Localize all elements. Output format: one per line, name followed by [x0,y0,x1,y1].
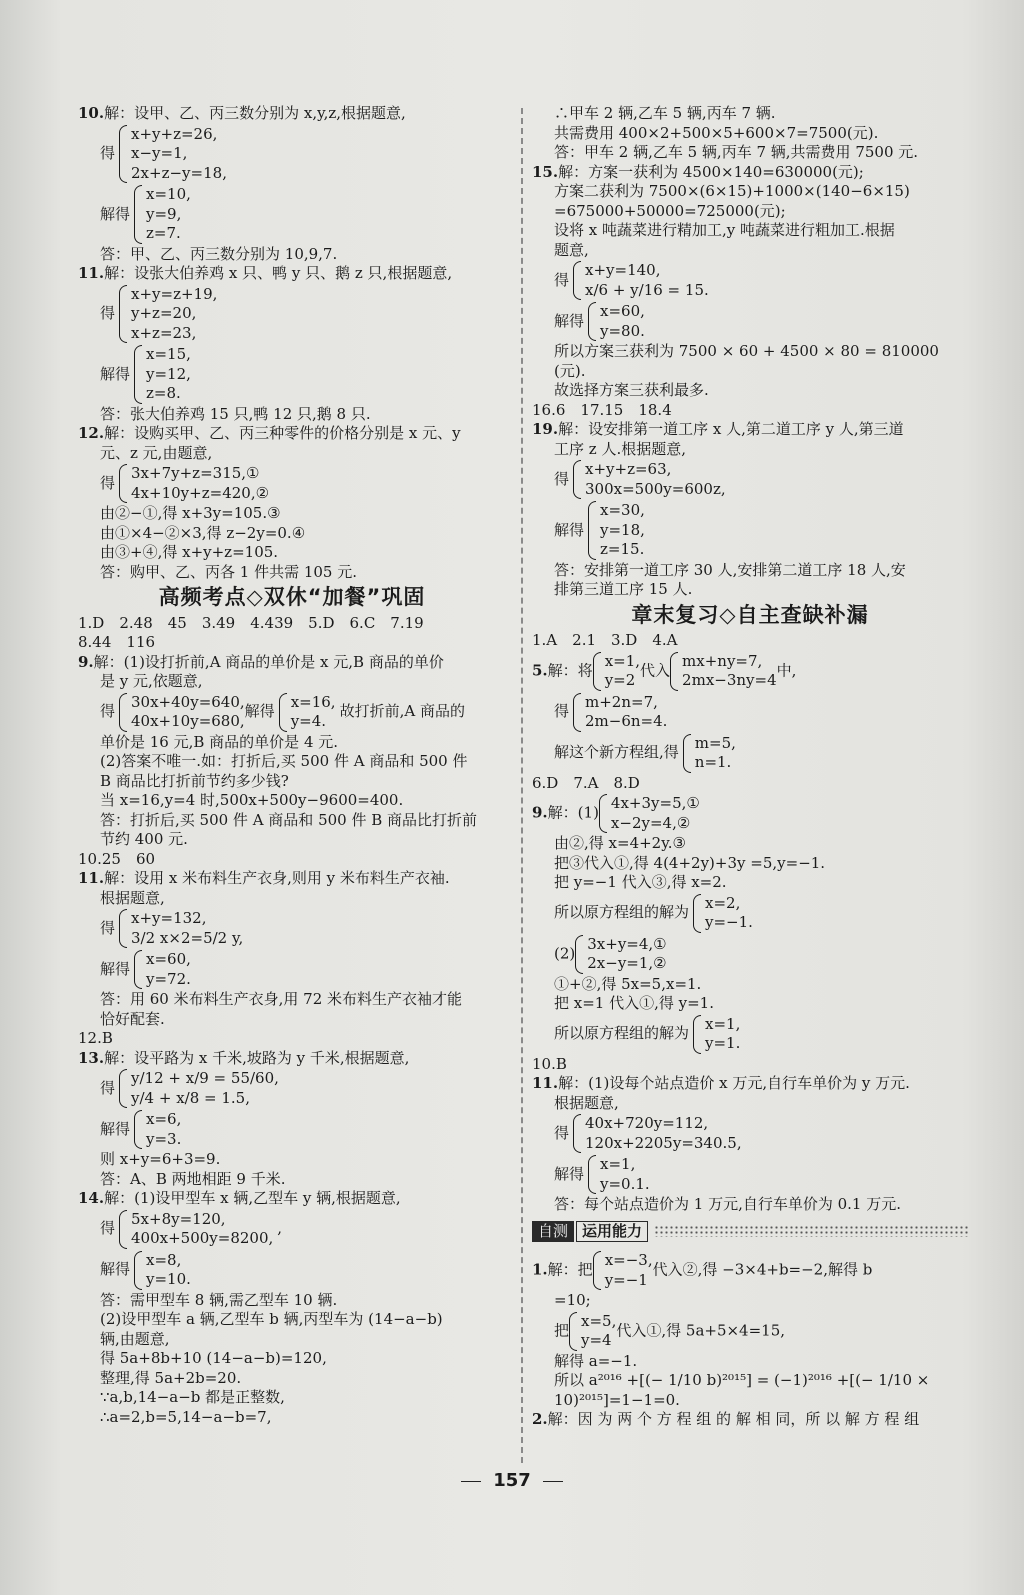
solution-system: 解得 x=6, y=3. [100,1110,182,1148]
brace [573,693,581,732]
brace [119,693,127,732]
brace [119,1210,127,1249]
brace [599,794,607,833]
answer-row: 8.44 116 [78,633,156,651]
answer-10: 10.解：设甲、乙、丙三数分别为 x,y,z,根据题意, [78,104,406,122]
brace [134,1110,142,1149]
brace [119,285,127,344]
equation-system: 4x+3y=5,① x−2y=4,② [599,794,700,833]
page-number: 157 [0,1470,1024,1491]
solution-system: 解得 x=16, y=4. 故打折前,A 商品的 [244,692,465,730]
self-test-badge: 自测 [532,1221,574,1243]
brace [588,302,596,341]
answer-row: 6.D 7.A 8.D [532,773,640,792]
equation-system: 得 x+y=z+19, y+z=20, x+z=23, [100,284,218,342]
answer-line: 答：购甲、乙、丙各 1 件共需 105 元. [100,562,358,581]
brace [134,950,142,989]
brace [119,464,127,503]
section-title: 高频考点◇双休“加餐”巩固 [158,585,426,609]
equation-system: 得 x+y+z=26, x−y=1, 2x+z−y=18, [100,124,227,182]
self-test-2: 2.解：因 为 两 个 方 程 组 的 解 相 同，所 以 解 方 程 组 [532,1410,920,1428]
answer-19: 19.解：设安排第一道工序 x 人,第二道工序 y 人,第三道 [532,420,904,438]
brace [670,652,678,691]
solution-system: 解得 x=30, y=18, z=15. [554,501,645,558]
brace [569,1312,577,1351]
equation-system: mx+ny=7, 2mx−3ny=4 [670,652,777,691]
equation-system: 得 x+y=140, x/6 + y/16 = 15. [554,261,709,299]
answer-14: 14.解：(1)设甲型车 x 辆,乙型车 y 辆,根据题意, [78,1189,401,1207]
equation-system: 得 x+y=132, 3/2 x×2=5/2 y, [100,909,244,947]
brace [134,185,142,244]
right-column: ∴甲车 2 辆,乙车 5 辆,丙车 7 辆. 共需费用 400×2+500×5+600×7=7500(元). 答：甲车 2 辆,乙车 5 辆,丙车 7 辆,共需费用 7500 元. 15.解：方案一获利为 4500×140=630000(元); 方案二获利为 7500×(6×15)+1000×(140−6×15) =675000+50000=725000(元); 设将 x 吨蔬菜进行精加工,y 吨蔬菜进行粗加工.根据 题意, 得 x+y=140, x/6 + y/16 = 15. 解得 x=60, y=80. 所以方案三获利为 7500 × 60 + 4500 × 80 = 810000 (元). 故选择方案三获利最多. 16.6 17.15 18.4 19.解：设安排第一道工序 x 人,第二道工序 y 人,第三道 工序 z 人.根据题意, 得 x+y+z=63, 300x=500y=600z, 解得 x=30, y=18, z=15. 答：安排第一道工序 30 人,安排第二道工序 18 人,安 排第三道工序 15 人. 章末复习◇自主查缺补漏 1.A 2.1 3.D 4.A 5.解：将 x=1, y=2 代入 mx+ny=7, 2mx−3ny=4 中, 得 m+2n=7, 2m−6n=4. 解这个新方程组,得 m=5, n=1. 6.D 7.A 8.D 9.解：(1) 4x+3y=5,① x−2y=4,② 由②,得 x=4+2y.③ 把③代入①,得 4(4+2y)+3y =5,y=−1. 把 y=−1 代入③,得 x=2. 所以原方程组的解为 x=2, y=−1. (2) 3x+y=4,① 2x−y=1,② ①+②,得 5x=5,x=1. 把 x=1 代入①,得 y=1. 所以原方程组的解为 x=1, y=1. 10.B 11.解：(1)设每个站点造价 x 万元,自行车单价为 y 万元. 根据题意, 得 40x+720y=112, 120x+2205y=340.5, 解得 x=1, y=0.1. 答：每个站点造价为 1 万元,自行车单价为 0.1 万元. 自测 运用能力 1.解：把 x=−3, y=−1 代入②,得 −3×4+b=−2,解得 b =10; 把 x=5, y=4 代入①,得 5a+5×4=15, 解得 a=−1. 所以 a²⁰¹⁶ +[(− 1/10 b)²⁰¹⁵] = (−1)²⁰¹⁶ +[(− 1/10 × 10)²⁰¹⁵]=1−1=0. 2.解：因 为 两 个 方 程 组 的 解 相 同，所 以 解 方 程 组 [532,104,968,1430]
answer-line: 答：甲、乙、丙三数分别为 10,9,7. [100,244,338,263]
brace [119,909,127,948]
left-column: 10.解：设甲、乙、丙三数分别为 x,y,z,根据题意, 得 x+y+z=26, x−y=1, 2x+z−y=18, 解得 x=10, y=9, z=7. 答：甲、乙、丙三数分别为 10,9,7. 11.解：设张大伯养鸡 x 只、鸭 y 只、鹅 z 只,根据题意, 得 x+y=z+19, y+z=20, x+z=23, 解得 x=15, y=12, z=8. 答：张大伯养鸡 15 只,鸭 12 只,鹅 8 只. 12.解：设购买甲、乙、丙三种零件的价格分别是 x 元、y 元、z 元,由题意, 得 3x+7y+z=315,① 4x+10y+z=420,② 由②−①,得 x+3y=105.③ 由①×4−②×3,得 z−2y=0.④ 由③+④,得 x+y+z=105. 答：购甲、乙、丙各 1 件共需 105 元. 高频考点◇双休“加餐”巩固 1.D 2.48 45 3.49 4.439 5.D 6.C 7.19 8.44 116 9.解：(1)设打折前,A 商品的单价是 x 元,B 商品的单价 是 y 元,依题意, 得 30x+40y=640, 40x+10y=680, 解得 x=16, y=4. 故打折前,A 商品的 单价是 16 元,B 商品的单价是 4 元. (2)答案不唯一.如：打折后,买 500 件 A 商品和 500 件 B 商品比打折前节约多少钱? 当 x=16,y=4 时,500x+500y−9600=400. 答：打折后,买 500 件 A 商品和 500 件 B 商品比打折前 节约 400 元. 10.25 60 11.解：设用 x 米布料生产衣身,则用 y 米布料生产衣袖. 根据题意, 得 x+y=132, 3/2 x×2=5/2 y, 解得 x=60, y=72. 答：用 60 米布料生产衣身,用 72 米布料生产衣袖才能 恰好配套. 12.B 13.解：设平路为 x 千米,坡路为 y 千米,根据题意, 得 y/12 + x/9 = 55/60, y/4 + x/8 = 1.5, 解得 x=6, y=3. 则 x+y=6+3=9. 答：A、B 两地相距 9 千米. 14.解：(1)设甲型车 x 辆,乙型车 y 辆,根据题意, 得 5x+8y=120, 400x+500y=8200, , 解得 x=8, y=10. 答：需甲型车 8 辆,需乙型车 10 辆. (2)设甲型车 a 辆,乙型车 b 辆,丙型车为 (14−a−b) 辆,由题意, 得 5a+8b+10 (14−a−b)=120, 整理,得 5a+2b=20. ∵a,b,14−a−b 都是正整数, ∴a=2,b=5,14−a−b=7, [78,104,506,1427]
answer-row: 10.25 60 [78,849,156,868]
solution-system: 解得 x=1, y=0.1. [554,1155,650,1193]
answer-11: 11.解：设张大伯养鸡 x 只、鸭 y 只、鹅 z 只,根据题意, [78,264,453,282]
equation-system: 得 5x+8y=120, 400x+500y=8200, , [100,1209,283,1247]
answer-11r: 11.解：(1)设每个站点造价 x 万元,自行车单价为 y 万元. [532,1074,910,1092]
self-test-header [532,1221,968,1243]
answer-row: 12.B [78,1029,113,1047]
solution-system: 所以原方程组的解为 x=1, y=1. [554,1014,741,1052]
brace [593,1251,601,1290]
brace [588,1155,596,1194]
equation-system: 3x+y=4,① 2x−y=1,② [575,935,666,974]
answer-15: 15.解：方案一获利为 4500×140=630000(元); [532,162,864,181]
dotted-rule [654,1225,968,1237]
brace [593,652,601,691]
answer-row: 1.D 2.48 45 3.49 4.439 5.D 6.C 7.19 [78,613,424,632]
solution-system: 解这个新方程组,得 m=5, n=1. [554,733,736,771]
brace [119,125,127,184]
solution-system: 解得 x=15, y=12, z=8. [100,345,191,402]
equation-system: 得 x+y+z=63, 300x=500y=600z, [554,460,726,498]
answer-row: 1.A 2.1 3.D 4.A [532,631,678,649]
brace [575,935,583,974]
brace [683,734,691,773]
substitution-system: x=5, y=4 [569,1312,616,1351]
self-test-1: 1.解：把 x=−3, y=−1 代入②,得 −3×4+b=−2,解得 b [532,1251,873,1289]
answer-11b: 11.解：设用 x 米布料生产衣身,则用 y 米布料生产衣袖. [78,869,450,887]
brace [573,460,581,499]
brace [573,1114,581,1153]
brace [573,261,581,300]
solution-system: 所以原方程组的解为 x=2, y=−1. [554,893,753,931]
column-divider [521,108,523,1463]
brace [588,501,596,560]
equation-system: 得 m+2n=7, 2m−6n=4. [554,692,668,730]
brace [119,1069,127,1108]
brace [693,1015,701,1054]
brace [693,894,701,933]
answer-12: 12.解：设购买甲、乙、丙三种零件的价格分别是 x 元、y [78,424,461,442]
substitution-system: x=1, y=2 [593,652,640,691]
solution-system: 解得 x=8, y=10. [100,1250,191,1288]
brace [134,1251,142,1290]
equation-system: 得 30x+40y=640, 40x+10y=680, [100,692,245,730]
answer-line: 答：每个站点造价为 1 万元,自行车单价为 0.1 万元. [554,1195,902,1213]
brace [134,345,142,404]
answer-9r: 9.解：(1) 4x+3y=5,① x−2y=4,② [532,794,700,832]
apply-ability-badge: 运用能力 [576,1221,648,1243]
equation-system: 得 y/12 + x/9 = 55/60, y/4 + x/8 = 1.5, [100,1069,279,1107]
answer-5: 5.解：将 x=1, y=2 代入 mx+ny=7, 2mx−3ny=4 中, [532,651,797,689]
answer-row: 10.B [532,1054,567,1073]
section-title: 章末复习◇自主查缺补漏 [631,602,869,627]
substitution-system: x=−3, y=−1 [593,1251,653,1290]
solution-system: 解得 x=60, y=80. [554,302,645,340]
answer-9: 9.解：(1)设打折前,A 商品的单价是 x 元,B 商品的单价 [78,652,444,671]
answer-row: 16.6 17.15 18.4 [532,400,672,419]
answer-line: 答：张大伯养鸡 15 只,鸭 12 只,鹅 8 只. [100,404,371,423]
solution-system: 解得 x=60, y=72. [100,950,191,988]
answer-13: 13.解：设平路为 x 千米,坡路为 y 千米,根据题意, [78,1048,410,1067]
solution-system: 解得 x=10, y=9, z=7. [100,185,191,242]
brace [279,693,287,732]
equation-system: 得 40x+720y=112, 120x+2205y=340.5, [554,1114,742,1152]
equation-system: 得 3x+7y+z=315,① 4x+10y+z=420,② [100,464,270,502]
